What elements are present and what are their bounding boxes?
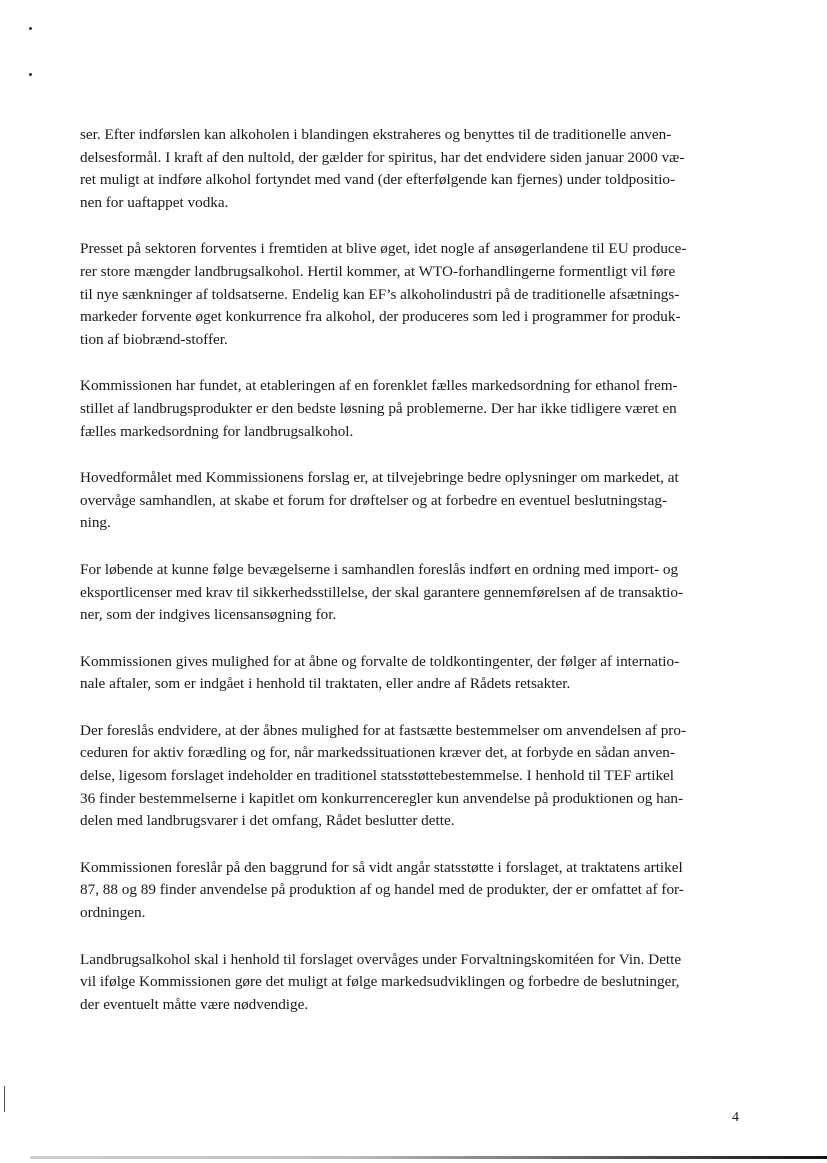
paragraph — [80, 238, 740, 351]
text-line: nale aftaler, som er indgået i henhold til traktaten, eller andre af Rådets retsakter. — [80, 675, 571, 693]
text-line: Hovedformålet med Kommissionens forslag er, at tilvejebringe bedre oplysninger om markedet, at — [80, 469, 679, 487]
paragraph — [80, 651, 740, 696]
text-line: Kommissionen foreslår på den baggrund for så vidt angår statsstøtte i forslaget, at traktatens artikel — [80, 858, 683, 876]
text-line: delsesformål. I kraft af den nultold, der gælder for spiritus, har det endvidere siden januar 2000 væ- — [80, 148, 685, 166]
text-line: Kommissionen har fundet, at etableringen af en forenklet fælles markedsordning for ethanol frem- — [80, 377, 678, 395]
text-line: Der foreslås endvidere, at der åbnes mulighed for at fastsætte bestemmelser om anvendelsen af pro- — [80, 721, 687, 739]
paragraph — [80, 857, 740, 925]
text-line: til nye sænkninger af toldsatserne. Endelig kan EF’s alkoholindustri på de traditionelle afsætnings- — [80, 285, 680, 303]
text-line: Landbrugsalkohol skal i henhold til forslaget overvåges under Forvaltningskomitéen for Vin. Dette — [80, 950, 682, 968]
text-line: ning. — [80, 514, 111, 532]
text-line: tion af biobrænd-stoffer. — [80, 330, 228, 348]
paragraph — [80, 467, 740, 535]
text-line: ret muligt at indføre alkohol fortyndet med vand (der efterfølgende kan fjernes) under toldpositio- — [80, 171, 676, 189]
text-line: delse, ligesom forslaget indeholder en traditionel statsstøttebestemmelse. I henhold til TEF artikel — [80, 767, 675, 785]
text-line: ordningen. — [80, 904, 146, 922]
text-line: fælles markedsordning for landbrugsalkohol. — [80, 422, 354, 440]
scan-margin-mark — [4, 1086, 5, 1112]
page-number: 4 — [732, 1110, 739, 1125]
text-line: eksportlicenser med krav til sikkerhedsstillelse, der skal garantere gennemførelsen af de transaktio- — [80, 583, 684, 601]
text-line: der eventuelt måtte være nødvendige. — [80, 995, 309, 1013]
text-line: delen med landbrugsvarer i det omfang, Rådet beslutter dette. — [80, 812, 455, 830]
text-line: For løbende at kunne følge bevægelserne i samhandlen foreslås indført en ordning med import- og — [80, 560, 679, 578]
text-line: 36 finder bestemmelserne i kapitlet om konkurrenceregler kun anvendelse på produktionen og han- — [80, 789, 684, 807]
text-line: Presset på sektoren forventes i fremtiden at blive øget, idet nogle af ansøgerlandene til EU produce- — [80, 240, 687, 258]
text-line: vil ifølge Kommissionen gøre det muligt at følge markedsudviklingen og forbedre de beslutninger, — [80, 973, 680, 991]
text-line: stillet af landbrugsprodukter er den bedste løsning på problemerne. Der har ikke tidligere været en — [80, 399, 677, 417]
text-line: markeder forvente øget konkurrence fra alkohol, der produceres som led i programmer for produk- — [80, 308, 681, 326]
text-line: ceduren for aktiv forædling og for, når markedssituationen kræver det, at forbyde en sådan anven- — [80, 744, 675, 762]
paragraph — [80, 949, 740, 1017]
scan-speck — [29, 73, 32, 76]
document-body — [80, 124, 740, 1040]
text-line: ser. Efter indførslen kan alkoholen i blandingen ekstraheres og benyttes til de traditionelle anven- — [80, 126, 672, 143]
paragraph — [80, 720, 740, 833]
text-line: overvåge samhandlen, at skabe et forum for drøftelser og at forbedre en eventuel beslutningstag- — [80, 491, 668, 509]
paragraph — [80, 375, 740, 443]
text-line: ner, som der indgives licensansøgning for. — [80, 606, 337, 624]
scan-speck — [29, 27, 32, 30]
text-line: nen for uaftappet vodka. — [80, 193, 229, 211]
text-line: 87, 88 og 89 finder anvendelse på produktion af og handel med de produkter, der er omfattet af for- — [80, 881, 684, 899]
paragraph — [80, 124, 740, 214]
text-line: Kommissionen gives mulighed for at åbne og forvalte de toldkontingenter, der følger af internatio- — [80, 652, 680, 670]
text-line: rer store mængder landbrugsalkohol. Hertil kommer, at WTO-forhandlingerne formentligt vil føre — [80, 262, 676, 280]
paragraph — [80, 559, 740, 627]
scan-bottom-edge — [30, 1156, 827, 1159]
